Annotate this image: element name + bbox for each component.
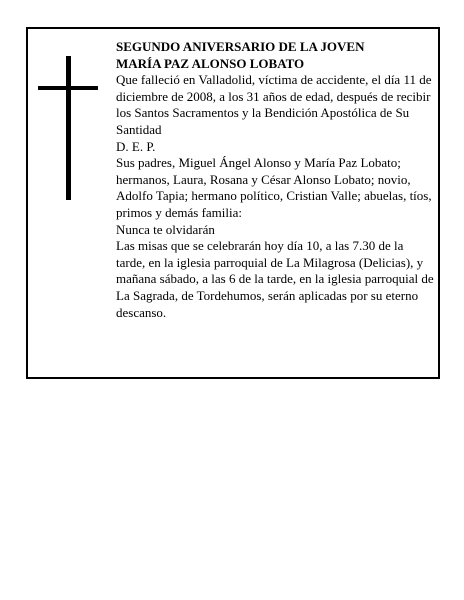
- death-details: Que falleció en Valladolid, víctima de accidente, el día 11 de diciembre de 2008, a los 31 años de edad, después de recibir los Santos Sacramentos y la Bendición Apostólica de Su Santidad: [116, 72, 432, 137]
- notice-heading-line2: MARÍA PAZ ALONSO LOBATO: [116, 55, 305, 71]
- masses-text: Las misas que se celebrarán hoy día 10, a las 7.30 de la tarde, en la iglesia parroquial de La Milagrosa (Delicias), y mañana sábado, a las 6 de la tarde, en la iglesia parroquial de La Sagrada, de Tordehumos, serán aplicadas por su eterno descanso.: [116, 238, 434, 320]
- notice-heading-line1: SEGUNDO ANIVERSARIO DE LA JOVEN: [116, 39, 365, 54]
- rip-text: D. E. P.: [116, 138, 156, 154]
- cross-horizontal-bar: [38, 86, 98, 90]
- obituary-notice: [26, 27, 440, 379]
- notice-text: [116, 39, 434, 321]
- cross-icon: [38, 56, 98, 200]
- cross-vertical-bar: [66, 56, 71, 200]
- remembrance-text: Nunca te olvidarán: [116, 221, 215, 237]
- family-text: Sus padres, Miguel Ángel Alonso y María Paz Lobato; hermanos, Laura, Rosana y César Alonso Lobato; novio, Adolfo Tapia; hermano político, Cristian Valle; abuelas, tíos, primos y demás familia:: [116, 155, 432, 220]
